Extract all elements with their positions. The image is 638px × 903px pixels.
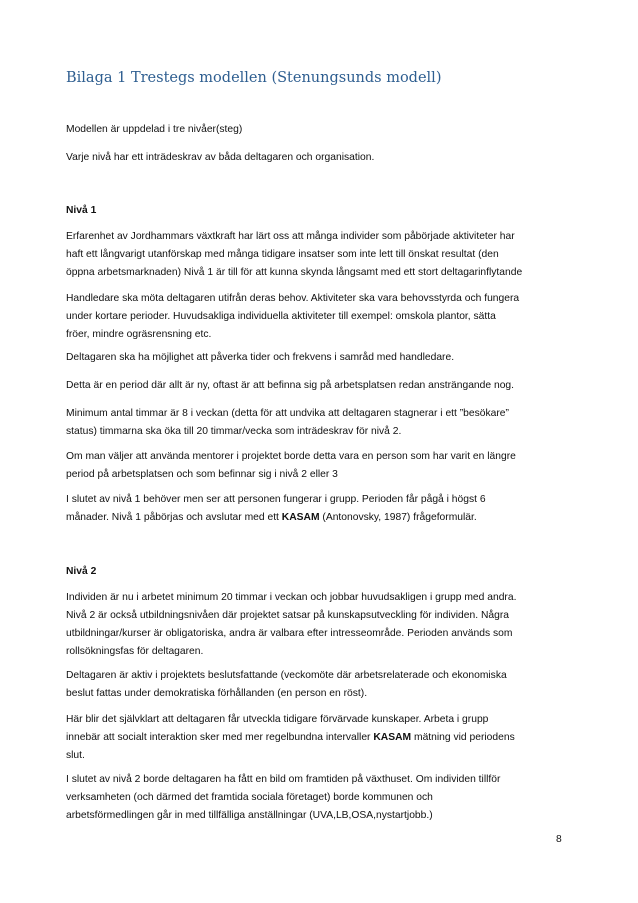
text-line: I slutet av nivå 1 behöver men ser att personen fungerar i grupp. Perioden får pågå i högst 6 [66,494,486,505]
level1-paragraph-3: Deltagaren ska ha möjlighet att påverka tider och frekvens i samråd med handledare. [66,352,455,363]
level1-paragraph-7 [66,491,586,527]
text-line: Minimum antal timmar är 8 i veckan (detta för att undvika att deltagaren stagnerar i ett ”besökare” [66,408,509,419]
text-line: beslut fattas under demokratiska förhållanden (en person en röst). [66,688,368,699]
text-line: rollsökningsfas för deltagaren. [66,646,204,657]
kasam-term: KASAM [281,512,320,523]
level1-heading: Nivå 1 [66,205,97,216]
page-number: 8 [556,834,562,845]
level1-paragraph-4: Detta är en period där allt är ny, oftast är att befinna sig på arbetsplatsen redan ansträngande nog. [66,380,515,391]
text-span: (Antonovsky, 1987) frågeformulär. [319,512,477,523]
text-line: verksamheten (och därmed det framtida sociala företaget) borde kommunen och [66,792,433,803]
kasam-term: KASAM [373,732,412,743]
level2-paragraph-4 [66,771,586,825]
intro-line-2: Varje nivå har ett inträdeskrav av båda deltagaren och organisation. [66,152,375,163]
text-line: status) timmarna ska öka till 20 timmar/vecka som inträdeskrav för nivå 2. [66,426,402,437]
text-line: Deltagaren är aktiv i projektets beslutsfattande (veckomöte där arbetsrelaterade och ekonomiska [66,670,507,681]
level1-paragraph-1 [66,228,586,282]
level1-paragraph-6 [66,448,586,484]
text-span: mätning vid periodens [411,732,515,743]
text-line: arbetsförmedlingen går in med tillfälliga anställningar (UVA,LB,OSA,nystartjobb.) [66,810,433,821]
text-span: innebär att socialt interaktion sker med mer regelbundna intervaller [66,732,374,743]
level1-paragraph-5 [66,405,586,441]
level2-paragraph-1 [66,589,586,661]
intro-line-1: Modellen är uppdelad i tre nivåer(steg) [66,124,243,135]
text-line: period på arbetsplatsen och som befinnar sig i nivå 2 eller 3 [66,469,338,480]
level2-heading: Nivå 2 [66,566,97,577]
text-line: haft ett långvarigt utanförskap med många tidigare insatser som inte lett till önskat resultat (den [66,249,499,260]
text-span: månader. Nivå 1 påbörjas och avslutar med ett [66,512,282,523]
level2-paragraph-2 [66,667,586,703]
page-title: Bilaga 1 Trestegs modellen (Stenungsunds modell) [66,70,442,86]
text-line: Här blir det självklart att deltagaren får utveckla tidigare förvärvade kunskaper. Arbeta i grupp [66,714,489,725]
text-line: Nivå 2 är också utbildningsnivåen där projektet satsar på kunskapsutveckling för individen. Några [66,610,510,621]
text-line [66,509,586,527]
text-line: I slutet av nivå 2 borde deltagaren ha fått en bild om framtiden på växthuset. Om individen tillför [66,774,501,785]
text-line: Individen är nu i arbetet minimum 20 timmar i veckan och jobbar huvudsakligen i grupp med andra. [66,592,517,603]
text-line: Erfarenhet av Jordhammars växtkraft har lärt oss att många individer som påbörjade aktiviteter har [66,231,515,242]
level2-paragraph-3 [66,711,586,765]
text-line: öppna arbetsmarknaden) Nivå 1 är till för att kunna skynda långsamt med ett stort deltagarinflytande [66,267,523,278]
text-line: under kortare perioder. Huvudsakliga individuella aktiviteter till exempel: omskola plantor, sätta [66,311,496,322]
text-line: Om man väljer att använda mentorer i projektet borde detta vara en person som har varit en längre [66,451,516,462]
text-line [66,729,586,747]
text-line: slut. [66,750,85,761]
level1-paragraph-2 [66,290,586,344]
text-line: Handledare ska möta deltagaren utifrån deras behov. Aktiviteter ska vara behovsstyrda och fungera [66,293,520,304]
text-line: utbildningar/kurser är obligatoriska, andra är valbara efter intresseområde. Perioden används som [66,628,513,639]
text-line: fröer, mindre ogräsrensning etc. [66,329,212,340]
